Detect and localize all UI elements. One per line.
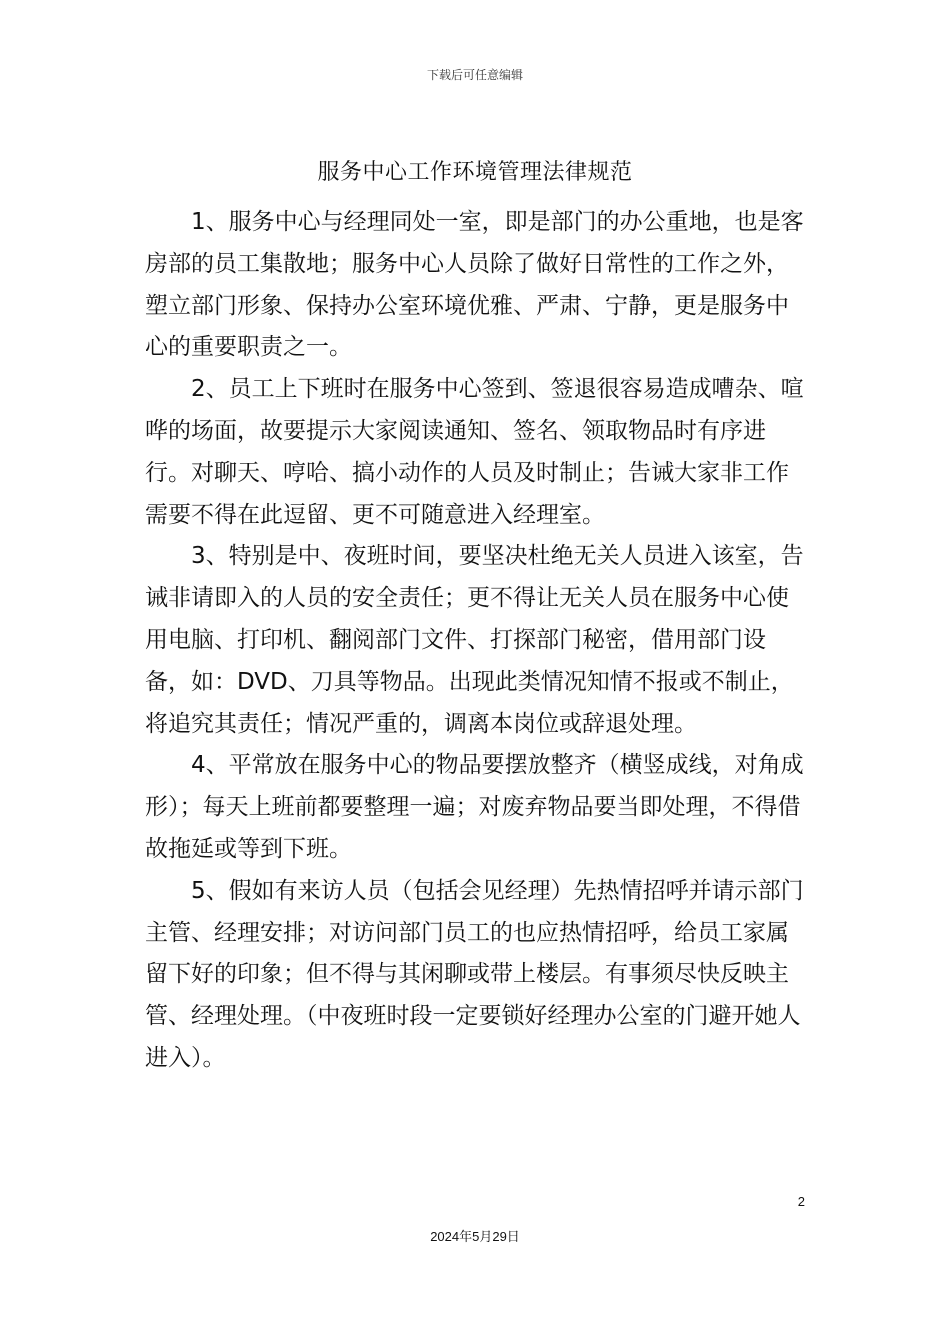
paragraph-4: 4、平常放在服务中心的物品要摆放整齐（横竖成线，对角成形）；每天上班前都要整理一遍；对废弃物品要当即处理，不得借故拖延或等到下班。	[145, 752, 804, 862]
header-note: 下载后可任意编辑	[426, 68, 523, 82]
paragraph-3: 3、特别是中、夜班时间，要坚决杜绝无关人员进入该室，告诫非请即入的人员的安全责任；更不得让无关人员在服务中心使用电脑、打印机、翻阅部门文件、打探部门秘密，借用部门设备，如：DVD、刀具等物品。出现此类情况知情不报或不制止，将追究其责任；情况严重的，调离本岗位或辞退处理。	[145, 543, 804, 737]
paragraph-5: 5、假如有来访人员（包括会见经理）先热情招呼并请示部门主管、经理安排；对访问部门员工的也应热情招呼，给员工家属留下好的印象；但不得与其闲聊或带上楼层。有事须尽快反映主管、经理处理。（中夜班时段一定要锁好经理办公室的门避开她人进入）。	[145, 877, 804, 1071]
footer-date: 2024年5月29日	[430, 1229, 520, 1244]
document-title: 服务中心工作环境管理法律规范	[317, 160, 633, 185]
page-number: 2	[797, 1194, 805, 1209]
paragraph-2: 2、员工上下班时在服务中心签到、签退很容易造成嘈杂、喧哗的场面，故要提示大家阅读通知、签名、领取物品时有序进行。对聊天、哼哈、搞小动作的人员及时制止；告诫大家非工作需要不得在此逗留、更不可随意进入经理室。	[145, 376, 804, 528]
paragraph-1: 1、服务中心与经理同处一室，即是部门的办公重地，也是客房部的员工集散地；服务中心人员除了做好日常性的工作之外，塑立部门形象、保持办公室环境优雅、严肃、宁静，更是服务中心的重要职责之一。	[145, 209, 804, 361]
document-body	[145, 202, 810, 1080]
